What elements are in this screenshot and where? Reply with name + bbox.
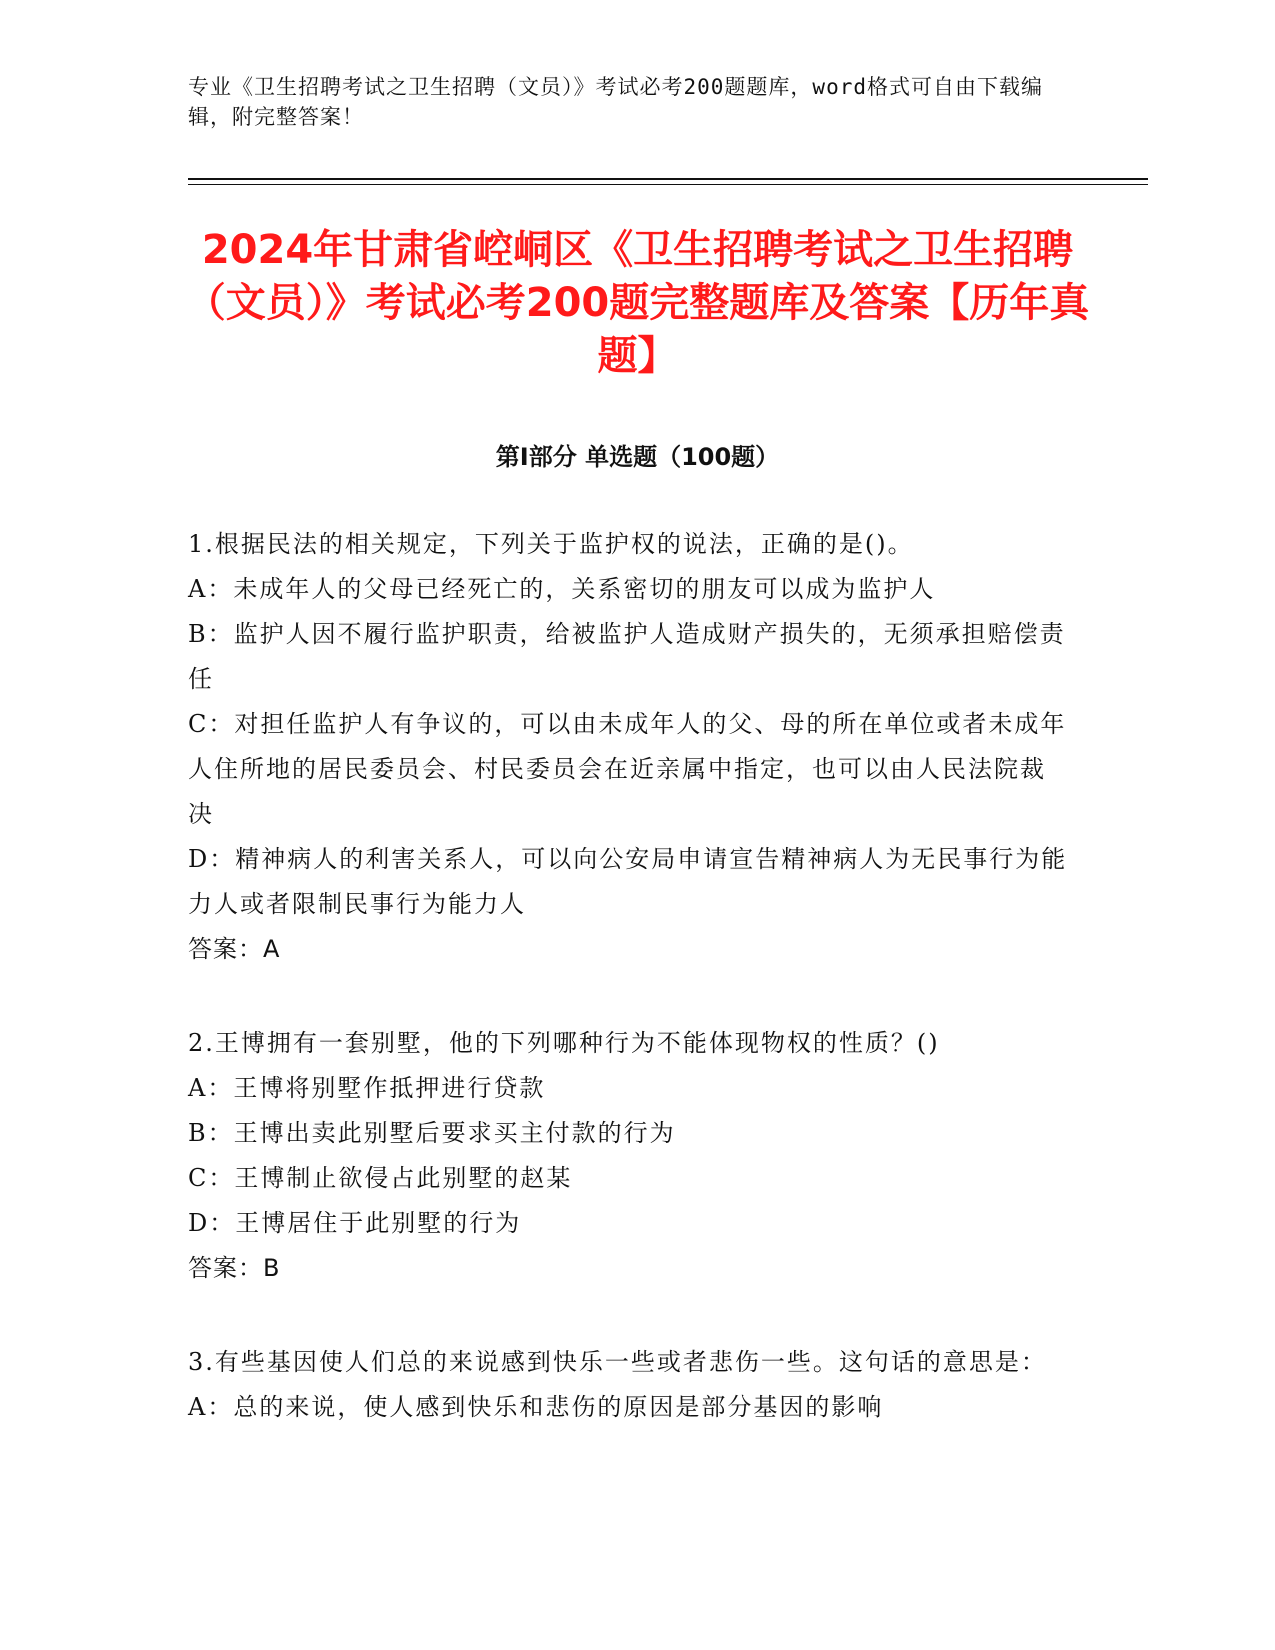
question-3 [188, 1340, 1068, 1430]
option-d: D：王博居住于此别墅的行为 [188, 1209, 522, 1237]
option-b: B：监护人因不履行监护职责，给被监护人造成财产损失的，无须承担赔偿责任 [188, 620, 1066, 693]
option-a: A：王博将别墅作抵押进行贷款 [188, 1074, 546, 1102]
option-d: D：精神病人的利害关系人，可以向公安局申请宣告精神病人为无民事行为能力人或者限制民事行为能力人 [188, 845, 1068, 918]
option-c: C：对担任监护人有争议的，可以由未成年人的父、母的所在单位或者未成年人住所地的居民委员会、村民委员会在近亲属中指定，也可以由人民法院裁决 [188, 710, 1067, 828]
question-list [188, 522, 1068, 1479]
option-b: B：王博出卖此别墅后要求买主付款的行为 [188, 1119, 676, 1147]
option-c: C：王博制止欲侵占此别墅的赵某 [188, 1164, 573, 1192]
section-heading: 第Ⅰ部分 单选题（100题） [495, 443, 780, 471]
question-stem: 3.有些基因使人们总的来说感到快乐一些或者悲伤一些。这句话的意思是： [188, 1348, 1047, 1376]
question-stem: 1.根据民法的相关规定，下列关于监护权的说法，正确的是()。 [188, 530, 914, 558]
option-a: A：总的来说，使人感到快乐和悲伤的原因是部分基因的影响 [188, 1393, 884, 1421]
header-divider-thin [188, 184, 1148, 185]
option-a: A：未成年人的父母已经死亡的，关系密切的朋友可以成为监护人 [188, 575, 936, 603]
question-2 [188, 1021, 1068, 1291]
header-divider-thick [188, 178, 1148, 180]
question-stem: 2.王博拥有一套别墅，他的下列哪种行为不能体现物权的性质？() [188, 1029, 940, 1057]
answer: 答案：A [188, 935, 281, 963]
question-1 [188, 522, 1068, 972]
answer: 答案：B [188, 1254, 281, 1282]
document-title: 2024年甘肃省崆峒区《卫生招聘考试之卫生招聘（文员）》考试必考200题完整题库及答案【历年真题】 [185, 227, 1090, 379]
header-note: 专业《卫生招聘考试之卫生招聘（文员）》考试必考200题题库，word格式可自由下载编辑，附完整答案！ [188, 75, 1043, 129]
